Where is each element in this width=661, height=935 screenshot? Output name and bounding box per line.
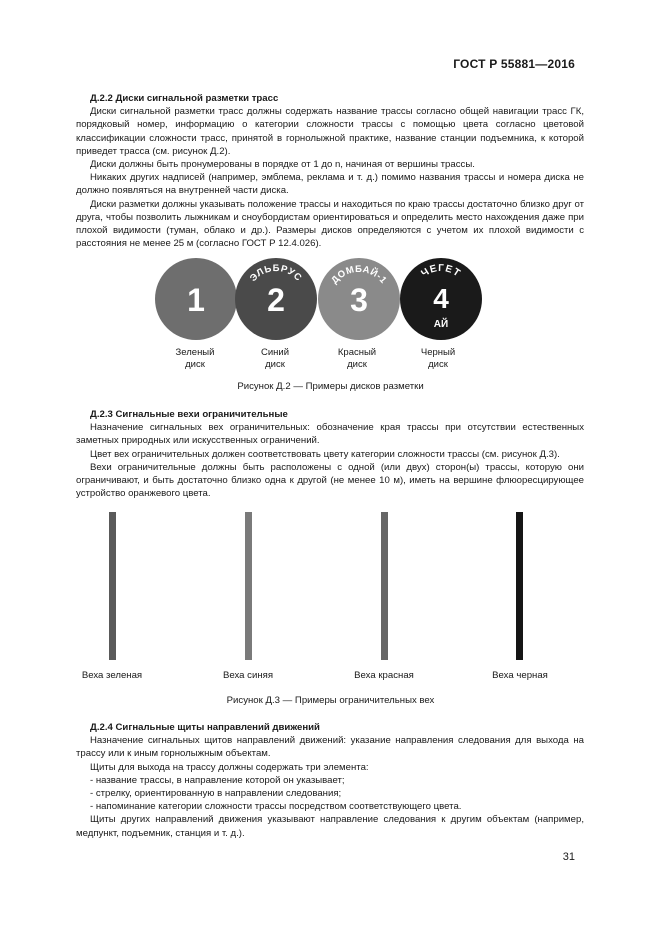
green-pole [109, 512, 116, 660]
blue-disc [234, 257, 318, 341]
figure-caption: Рисунок Д.3 — Примеры ограничительных вех [226, 695, 435, 706]
disc-number: 3 [350, 282, 368, 318]
blue-pole [245, 512, 252, 660]
figure-caption: Рисунок Д.2 — Примеры дисков разметки [237, 381, 424, 392]
disc-label-red [312, 347, 402, 371]
disc-label-line: диск [265, 359, 285, 370]
section-title: Д.2.4 Сигнальные щиты направлений движений [90, 722, 320, 733]
disc-number: 1 [187, 282, 205, 318]
green-disc [154, 257, 238, 341]
paragraph: Назначение сигнальных вех ограничительных: обозначение края трассы при отсутствии естественных заметных природных или искусственных ограничений. [76, 422, 584, 447]
paragraph: Щиты других направлений движения указывают направление следования к другим объектам (например, медпункт, подъемник, станция и т. д.). [76, 814, 584, 839]
red-pole [381, 512, 388, 660]
document-id: ГОСТ Р 55881—2016 [453, 57, 575, 71]
disc-number: 4 [433, 283, 449, 314]
list-item: - стрелку, ориентированную в направлении следования; [90, 788, 342, 800]
disc-route-suffix: АЙ [433, 319, 449, 330]
disc-label-line: Синий [260, 347, 290, 358]
section-title: Д.2.2 Диски сигнальной разметки трасс [90, 93, 279, 104]
disc-label-line: Черный [420, 347, 456, 358]
section-d23 [76, 408, 584, 500]
disc-label-black [393, 347, 483, 371]
section-title: Д.2.3 Сигнальные вехи ограничительные [90, 409, 288, 420]
disc-number: 2 [267, 282, 285, 318]
pole-label: Веха зеленая [81, 670, 143, 681]
disc-figure [154, 257, 484, 347]
disc-label-line: Красный [337, 347, 377, 358]
paragraph: Цвет вех ограничительных должен соответствовать цвету категории сложности трассы (см. рисунок Д.3). [90, 448, 560, 460]
pole-label: Веха черная [492, 670, 548, 681]
paragraph: Никаких других надписей (например, эмблема, реклама и т. д.) помимо названия трассы и номера диска не должно появляться на внутренней части диска. [76, 172, 584, 197]
disc-route-name: ЧЕГЕТ [419, 262, 463, 280]
section-d24 [76, 721, 584, 840]
paragraph: Диски разметки должны указывать положение трассы и находиться по краю трассы достаточно близко друг от друга, чтобы позволить лыжникам и сноубордистам ориентироваться и определить место нахождения даже при плохой видимости (туман, облако и др.). Размеры дисков определяются с учетом их плохой видимости с расстояния не менее 25 м (согласно ГОСТ Р 12.4.026). [76, 198, 584, 250]
disc-route-name: ЭЛЬБРУС [247, 262, 305, 284]
list-item: - напоминание категории сложности трассы посредством соответствующего цвета. [90, 801, 462, 813]
disc-label-blue [230, 347, 320, 371]
paragraph: Вехи ограничительные должны быть расположены с одной (или двух) сторон(ы) трассы, которую они ограничивают, и быть достаточно близко одна к другой (не менее 10 м), иметь на вершине флюоресцирующее устройство оранжевого цвета. [76, 461, 584, 500]
disc-route-name: ДОМБАЙ-1 [329, 263, 389, 287]
paragraph: Диски сигнальной разметки трасс должны содержать название трассы согласно общей навигации трасс ГК, порядковый номер, информацию о категории сложности трассы с помощью цвета согласно цветовой классификации сложности трасс, принятой в горнолыжной практике, название станции подъемника, к которой приведет трасса (см. рисунок Д.2). [76, 106, 584, 157]
disc-label-line: диск [428, 359, 448, 370]
pole-label: Веха красная [354, 670, 414, 681]
pole-label: Веха синяя [222, 670, 274, 681]
section-d22 [76, 92, 584, 250]
disc-label-green [150, 347, 240, 371]
disc-label-line: Зеленый [175, 347, 215, 358]
paragraph: Назначение сигнальных щитов направлений движений: указание направления следования для выхода на трассу или к иным горнолыжным объектам. [76, 735, 584, 760]
red-disc [317, 257, 401, 341]
black-pole [516, 512, 523, 660]
paragraph: Щиты для выхода на трассу должны содержать три элемента: [90, 761, 369, 773]
page-number: 31 [562, 851, 575, 863]
black-disc [399, 257, 483, 341]
list-item: - название трассы, в направление которой он указывает; [90, 774, 345, 786]
disc-label-line: диск [185, 359, 205, 370]
paragraph: Диски должны быть пронумерованы в порядке от 1 до n, начиная от вершины трассы. [90, 159, 475, 171]
disc-label-line: диск [347, 359, 367, 370]
